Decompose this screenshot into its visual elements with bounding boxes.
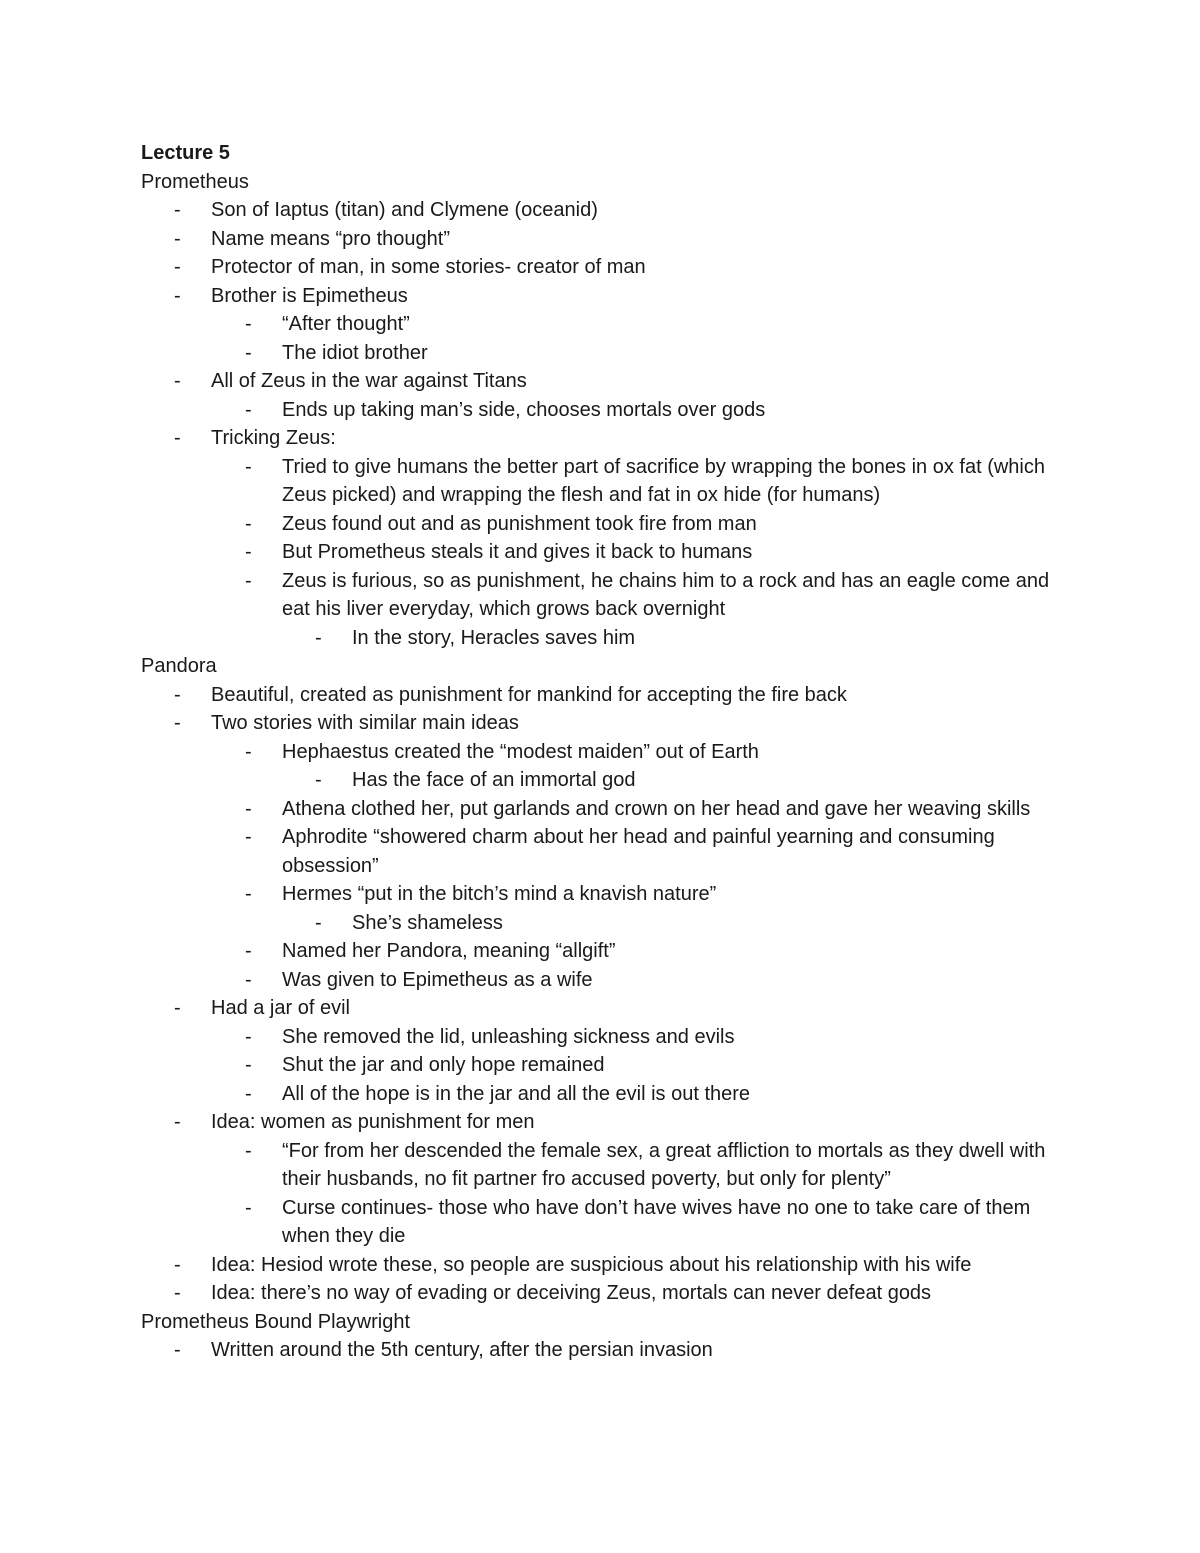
list-item-text: Beautiful, created as punishment for mankind for accepting the fire back xyxy=(211,683,847,706)
list-item xyxy=(141,538,1141,567)
bullet-dash: - xyxy=(245,797,252,820)
list-item xyxy=(141,795,1141,824)
bullet-dash: - xyxy=(245,569,252,592)
list-item xyxy=(141,1080,1141,1109)
document-body xyxy=(141,168,1141,1365)
list-item xyxy=(141,253,1141,282)
list-item-text: Athena clothed her, put garlands and crown on her head and gave her weaving skills xyxy=(282,797,1031,820)
list-item xyxy=(141,994,1141,1023)
section-heading: Prometheus xyxy=(141,170,249,193)
list-item xyxy=(141,1023,1141,1052)
list-item xyxy=(141,880,1141,909)
bullet-dash: - xyxy=(245,1054,252,1076)
list-item-text: Zeus is furious, so as punishment, he chains him to a rock and has an eagle come and eat his liver everyday, which grows back overnight xyxy=(282,569,1050,620)
bullet-dash: - xyxy=(315,911,322,934)
list-item xyxy=(141,681,1141,710)
bullet-dash: - xyxy=(245,398,252,421)
section-heading: Pandora xyxy=(141,655,217,677)
bullet-dash: - xyxy=(174,1339,181,1361)
list-item xyxy=(141,1137,1141,1194)
bullet-dash: - xyxy=(245,512,252,535)
list-item xyxy=(141,367,1141,396)
bullet-dash: - xyxy=(174,256,181,278)
list-item-text: Zeus found out and as punishment took fire from man xyxy=(282,512,757,535)
bullet-dash: - xyxy=(245,968,252,991)
list-item xyxy=(141,823,1141,880)
bullet-dash: - xyxy=(174,1253,181,1276)
bullet-dash: - xyxy=(315,769,322,791)
list-item xyxy=(141,1279,1141,1308)
list-item-text: Tried to give humans the better part of sacrifice by wrapping the bones in ox fat (which Zeus picked) and wrapping the flesh and fat in ox hide (for humans) xyxy=(282,455,1045,506)
list-item xyxy=(141,453,1141,510)
bullet-dash: - xyxy=(245,1139,252,1162)
bullet-dash: - xyxy=(174,227,181,250)
list-item xyxy=(141,396,1141,425)
list-item-text: All of the hope is in the jar and all the evil is out there xyxy=(282,1082,751,1105)
list-item-text: Hephaestus created the “modest maiden” out of Earth xyxy=(282,740,759,763)
list-item-text: Has the face of an immortal god xyxy=(352,769,636,791)
bullet-dash: - xyxy=(245,1196,252,1219)
list-item-text: Idea: there’s no way of evading or deceiving Zeus, mortals can never defeat gods xyxy=(211,1282,932,1304)
list-item-text: Shut the jar and only hope remained xyxy=(282,1054,605,1076)
bullet-dash: - xyxy=(174,284,181,307)
bullet-dash: - xyxy=(245,883,252,905)
bullet-dash: - xyxy=(174,712,181,734)
list-item-text: All of Zeus in the war against Titans xyxy=(211,370,527,392)
list-item xyxy=(141,766,1141,795)
bullet-dash: - xyxy=(174,683,181,706)
list-item-text: In the story, Heracles saves him xyxy=(352,626,636,649)
list-item xyxy=(141,510,1141,539)
list-item-text: Named her Pandora, meaning “allgift” xyxy=(282,940,616,962)
list-item xyxy=(141,709,1141,738)
list-item xyxy=(141,1251,1141,1280)
bullet-dash: - xyxy=(315,626,322,649)
bullet-dash: - xyxy=(245,455,252,478)
bullet-dash: - xyxy=(245,1082,252,1105)
list-item-text: Brother is Epimetheus xyxy=(211,284,408,307)
list-item xyxy=(141,1108,1141,1137)
list-item-text: Curse continues- those who have don’t have wives have no one to take care of them when they die xyxy=(282,1196,1031,1247)
list-item-text: Idea: women as punishment for men xyxy=(211,1111,535,1133)
list-item xyxy=(141,310,1141,339)
document-page xyxy=(141,139,1141,1365)
bullet-dash: - xyxy=(174,997,181,1019)
bullet-dash: - xyxy=(245,740,252,763)
bullet-dash: - xyxy=(174,199,181,221)
list-item-text: Was given to Epimetheus as a wife xyxy=(282,968,593,991)
list-item-text: “For from her descended the female sex, a great affliction to mortals as they dwell with their husbands, no fit partner fro accused poverty, but only for plenty” xyxy=(282,1139,1046,1190)
bullet-dash: - xyxy=(245,826,252,848)
list-item-text: Protector of man, in some stories- creator of man xyxy=(211,256,646,278)
list-item-text: Idea: Hesiod wrote these, so people are suspicious about his relationship with his wife xyxy=(211,1253,972,1276)
bullet-dash: - xyxy=(245,1025,252,1048)
list-item xyxy=(141,1194,1141,1251)
list-item-text: The idiot brother xyxy=(282,341,428,364)
list-item-text: Aphrodite “showered charm about her head and painful yearning and consuming obsession” xyxy=(282,826,995,877)
list-item-text: Had a jar of evil xyxy=(211,997,350,1019)
list-item-text: Tricking Zeus: xyxy=(211,427,336,449)
list-item-text: Two stories with similar main ideas xyxy=(211,712,519,734)
list-item-text: But Prometheus steals it and gives it back to humans xyxy=(282,541,753,563)
list-item xyxy=(141,624,1141,653)
list-item xyxy=(141,282,1141,311)
bullet-dash: - xyxy=(245,341,252,364)
list-item xyxy=(141,937,1141,966)
list-item-text: Name means “pro thought” xyxy=(211,227,451,250)
section-heading: Prometheus Bound Playwright xyxy=(141,1310,411,1333)
bullet-dash: - xyxy=(245,940,252,962)
list-item xyxy=(141,1051,1141,1080)
bullet-dash: - xyxy=(245,541,252,563)
list-item xyxy=(141,196,1141,225)
list-item-text: Ends up taking man’s side, chooses mortals over gods xyxy=(282,398,766,421)
list-item xyxy=(141,966,1141,995)
bullet-dash: - xyxy=(174,370,181,392)
list-item xyxy=(141,738,1141,767)
list-item xyxy=(141,909,1141,938)
bullet-dash: - xyxy=(174,1111,181,1133)
list-item-text: She’s shameless xyxy=(352,911,503,934)
list-item xyxy=(141,339,1141,368)
list-item xyxy=(141,567,1141,624)
list-item-text: Hermes “put in the bitch’s mind a knavish nature” xyxy=(282,883,717,905)
list-item-text: Son of Iaptus (titan) and Clymene (oceanid) xyxy=(211,199,598,221)
list-item-text: “After thought” xyxy=(282,313,410,335)
list-item xyxy=(141,424,1141,453)
bullet-dash: - xyxy=(174,1282,181,1304)
list-item xyxy=(141,225,1141,254)
list-item-text: She removed the lid, unleashing sickness and evils xyxy=(282,1025,735,1048)
list-item xyxy=(141,1336,1141,1365)
bullet-dash: - xyxy=(245,313,252,335)
bullet-dash: - xyxy=(174,427,181,449)
list-item-text: Written around the 5th century, after the persian invasion xyxy=(211,1339,713,1361)
document-title: Lecture 5 xyxy=(141,142,230,164)
